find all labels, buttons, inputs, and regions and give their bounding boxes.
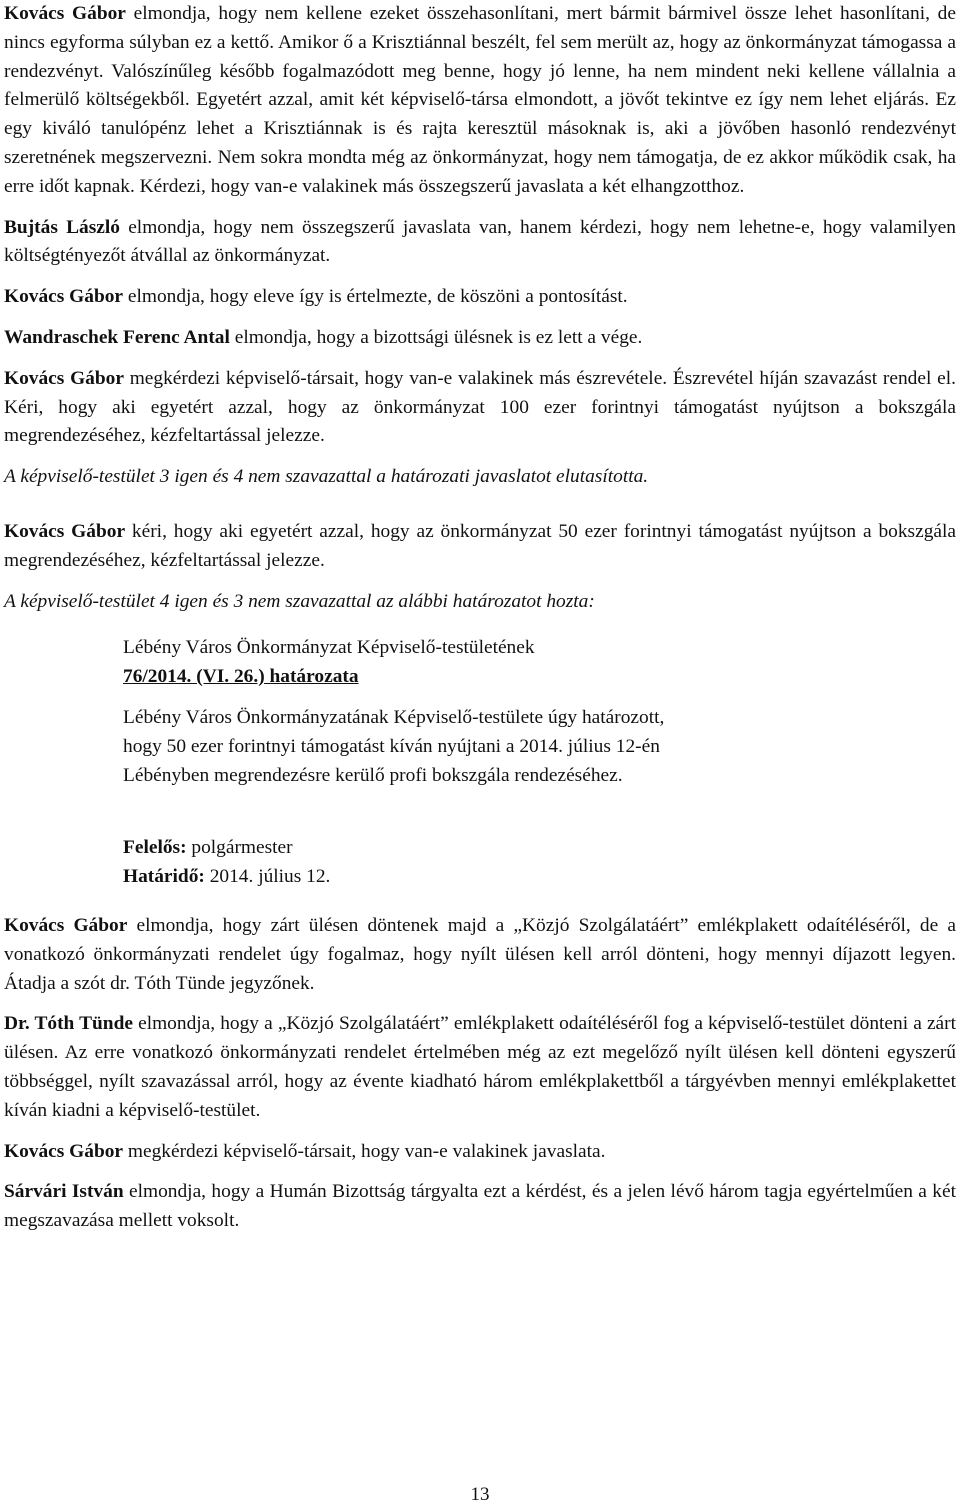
speaker-name: Kovács Gábor — [4, 914, 128, 936]
speaker-name: Dr. Tóth Tünde — [4, 1013, 133, 1035]
paragraph — [4, 1138, 956, 1167]
responsible-value: polgármester — [186, 837, 293, 859]
paragraph — [4, 0, 956, 202]
paragraph — [4, 518, 956, 576]
responsible-label: Felelős: — [123, 837, 187, 859]
resolution-line: Lébényben megrendezésre kerülő profi bokszgála rendezéséhez. — [123, 764, 623, 786]
paragraph-text: elmondja, hogy a „Közjó Szolgálatáért” emlékplakett odaítéléséről fog a képviselő-testület dönteni a zárt ülésen. Az erre vonatkozó önkormányzati rendelet értelmében még az ezt megelőző nyílt ülésen kell dönteni egyszerű többséggel, nyílt szavazással arról, hogy az évente kiadható három emlékplakettből a tárgyévben mennyi emlékplakettet kíván kiadni a képviselő-testület. — [4, 1013, 956, 1121]
resolution-line: Lébény Város Önkormányzatának Képviselő-testülete úgy határozott, — [123, 706, 665, 728]
paragraph-text: elmondja, hogy a bizottsági ülésnek is ez lett a vége. — [229, 326, 643, 348]
paragraph — [4, 1010, 956, 1125]
speaker-name: Kovács Gábor — [4, 367, 124, 389]
speaker-name: Kovács Gábor — [4, 1140, 124, 1162]
speaker-name: Kovács Gábor — [4, 520, 126, 542]
paragraph-text: elmondja, hogy nem kellene ezeket összehasonlítani, mert bármit bármivel össze lehet hasonlítani, de nincs egyforma súlyban ez a kettő. Amikor ő a Krisztiánnal beszélt, fel sem merült az, hogy az önkormányzat támogassa a rendezvényt. Valószínűleg később fogalmazódott meg benne, hogy jó lenne, ha nem mindent neki kellene vállalnia a felmerülő költségekből. Egyetért azzal, amit két képviselő-társa elmondott, a jövőt tekintve ez így nem lehet eljárás. Ez egy kiváló tanulópénz lehet a Krisztiánnak is és rajta keresztül másoknak is, aki a jövőben hasonló rendezvényt szeretnének megszervezni. Nem sokra mondta még az önkormányzat, hogy nem támogatja, de ez akkor működik csak, ha erre időt kapnak. Kérdezi, hogy van-e valakinek más összegszerű javaslata a két elhangzotthoz. — [4, 3, 956, 197]
resolution-header: Lébény Város Önkormányzat Képviselő-testületének — [123, 637, 535, 659]
paragraph-text: elmondja, hogy zárt ülésen döntenek majd a „Közjó Szolgálatáért” emlékplakett odaítéléséről, de a vonatkozó önkormányzati rendelet úgy fogalmaz, hogy nyílt ülésen kell arról dönteni, hogy mennyi díjazott legyen. Átadja a szót dr. Tóth Tünde jegyzőnek. — [4, 914, 956, 994]
paragraph — [4, 283, 956, 312]
deadline-label: Határidő: — [123, 866, 205, 888]
paragraph — [4, 1178, 956, 1236]
paragraph-text: elmondja, hogy nem összegszerű javaslata van, hanem kérdezi, hogy nem lehetne-e, hogy valamilyen költségtényezőt átvállal az önkormányzat. — [4, 216, 956, 267]
page-number: 13 — [470, 1484, 490, 1505]
resolution-body — [123, 704, 853, 790]
paragraph — [4, 214, 956, 272]
speaker-name: Sárvári István — [4, 1181, 124, 1203]
responsible-line — [123, 834, 853, 863]
paragraph-text: kéri, hogy aki egyetért azzal, hogy az önkormányzat 50 ezer forintnyi támogatást nyújtson a bokszgála megrendezéséhez, kézfeltartással jelezze. — [4, 520, 956, 571]
paragraph — [4, 912, 956, 998]
deadline-line — [123, 863, 853, 892]
paragraph-text: elmondja, hogy eleve így is értelmezte, de köszöni a pontosítást. — [123, 286, 628, 308]
document-page — [4, 0, 956, 1236]
paragraph-text: elmondja, hogy a Humán Bizottság tárgyalta ezt a kérdést, és a jelen lévő három tagja egyértelműen a két megszavazása mellett voksolt. — [4, 1181, 956, 1232]
paragraph — [4, 324, 956, 353]
resolution-line: hogy 50 ezer forintnyi támogatást kíván nyújtani a 2014. július 12-én — [123, 735, 660, 757]
paragraph-text: megkérdezi képviselő-társait, hogy van-e valakinek javaslata. — [123, 1140, 606, 1162]
speaker-name: Kovács Gábor — [4, 3, 126, 24]
vote-result: A képviselő-testület 3 igen és 4 nem szavazattal a határozati javaslatot elutasította. — [4, 466, 649, 488]
paragraph — [4, 365, 956, 451]
deadline-value: 2014. július 12. — [204, 866, 331, 888]
speaker-name: Wandraschek Ferenc Antal — [4, 326, 230, 348]
resolution-number: 76/2014. (VI. 26.) határozata — [123, 666, 359, 688]
paragraph-text: megkérdezi képviselő-társait, hogy van-e valakinek más észrevétele. Észrevétel híján szavazást rendel el. Kéri, hogy aki egyetért azzal, hogy az önkormányzat 100 ezer forintnyi támogatást nyújtson a bokszgála megrendezéséhez, kézfeltartással jelezze. — [4, 367, 956, 447]
speaker-name: Bujtás László — [4, 216, 120, 238]
resolution-footer — [123, 834, 853, 892]
vote-result: A képviselő-testület 4 igen és 3 nem szavazattal az alábbi határozatot hozta: — [4, 590, 595, 612]
resolution-block — [123, 634, 853, 892]
speaker-name: Kovács Gábor — [4, 286, 124, 308]
